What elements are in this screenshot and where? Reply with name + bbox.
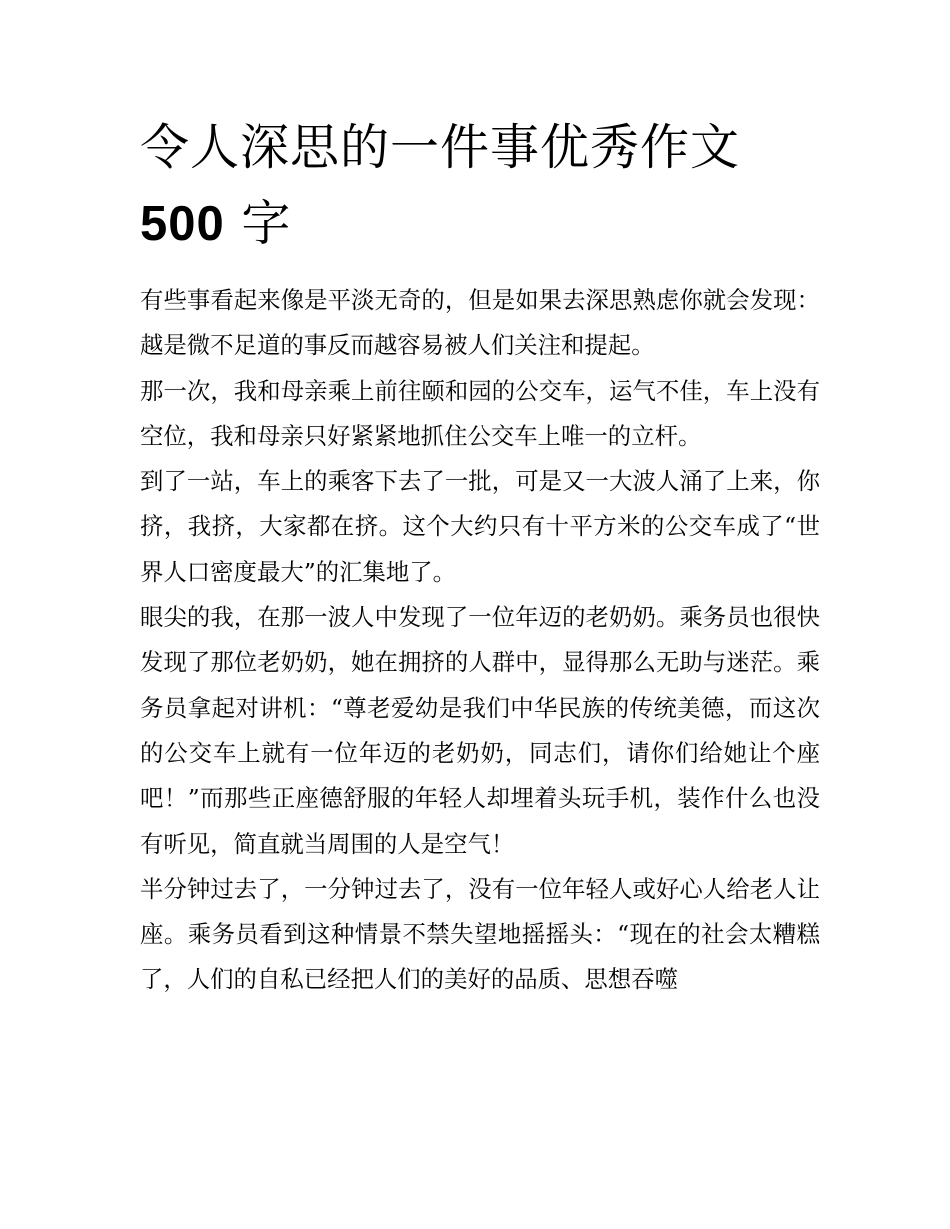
- paragraph: 有些事看起来像是平淡无奇的，但是如果去深思熟虑你就会发现：越是微不足道的事反而越容易被人们关注和提起。: [140, 286, 820, 360]
- document-title: [140, 110, 820, 262]
- paragraph: 到了一站，车上的乘客下去了一批，可是又一大波人涌了上来，你挤，我挤，大家都在挤。这个大约只有十平方米的公交车成了“世界人口密度最大”的汇集地了。: [140, 467, 820, 586]
- title-main: 令人深思的一件事优秀作文: [140, 119, 741, 176]
- document-body: [140, 278, 820, 1003]
- title-suffix: 字: [224, 195, 292, 252]
- title-number: 500: [140, 197, 225, 251]
- paragraph: 眼尖的我，在那一波人中发现了一位年迈的老奶奶。乘务员也很快发现了那位老奶奶，她在拥挤的人群中，显得那么无助与迷茫。乘务员拿起对讲机：“尊老爱幼是我们中华民族的传统美德，而这次的公交车上就有一位年迈的老奶奶，同志们，请你们给她让个座吧！”而那些正座德舒服的年轻人却埋着头玩手机，装作什么也没有听见，简直就当周围的人是空气！: [140, 603, 820, 858]
- paragraph: 那一次，我和母亲乘上前往颐和园的公交车，运气不佳，车上没有空位，我和母亲只好紧紧地抓住公交车上唯一的立杆。: [140, 376, 820, 450]
- paragraph: 半分钟过去了，一分钟过去了，没有一位年轻人或好心人给老人让座。乘务员看到这种情景不禁失望地摇摇头：“现在的社会太糟糕了，人们的自私已经把人们的美好的品质、思想吞噬: [140, 874, 820, 994]
